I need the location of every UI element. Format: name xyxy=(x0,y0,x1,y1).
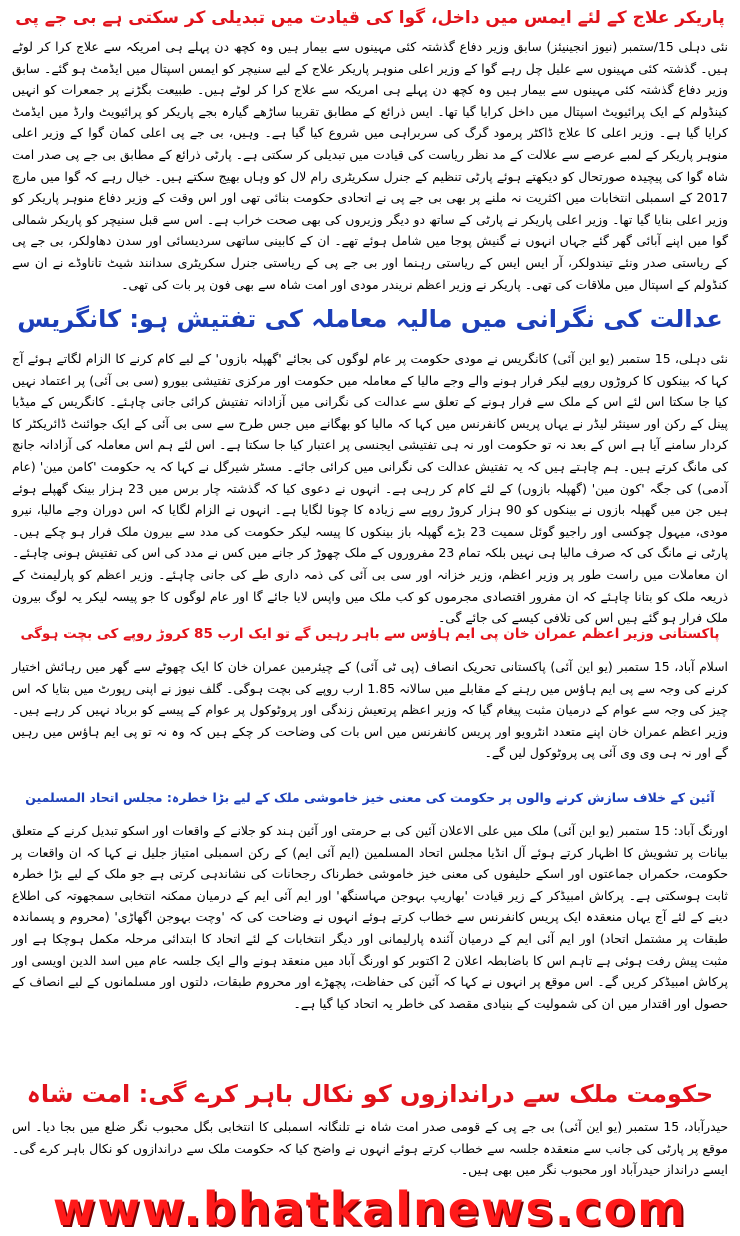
article-headline: حکومت ملک سے دراندازوں کو نکال باہر کرے گی: امت شاہ xyxy=(26,1080,714,1108)
article-body: اسلام آباد، 15 ستمبر (یو این آئی) پاکستانی تحریک انصاف (پی ٹی آئی) کے چیئرمین عمران خان کا ایک چھوٹے سے گھر میں رہائش اختیار کرنے کی وجہ سے پی ایم ہاؤس میں رہنے کے مقابلے میں سالانہ 1.85 ارب روپے کی بچت ہوگی۔ گلف نیوز نے اپنی رپورٹ میں بتایا کہ اس چیز کی وجہ سے عوام کے درمیان مثبت پیغام گیا کہ وزیر اعظم پرتعیش زندگی اور پروٹوکول پر عوام کے پیسے کو برباد نہیں کر رہے ہیں۔ وزیر اعظم عمران خان اپنے متعدد انٹرویو اور پریس کانفرنس میں اس بات کی وضاحت کر چکے ہیں کہ وہ نہ تو پی ایم ہاؤس میں رہیں گے اور نہ ہی وی وی آئی پی پروٹوکول لیں گے۔ xyxy=(12,659,728,761)
article-body: نئی دہلی، 15 ستمبر (یو این آئی) کانگریس نے مودی حکومت پر عام لوگوں کی بجائے 'گھپلہ بازوں' کے لیے کام کرنے کا الزام لگاتے ہوئے آج کہا کہ بینکوں کا کروڑوں روپے لیکر فرار ہونے والے وجے مالیا کے معاملہ میں حکومت اور مرکزی تفتیشی بیورو (سی بی آئی) پر اعتماد نہیں کیا جا سکتا اس لئے اس کے ملک سے فرار ہونے کے تعلق سے عدالت کی نگرانی میں آزادانہ تفتیش کرائی جانی چاہئے۔ کانگریس کے میڈیا پینل کے رکن اور سینئر لیڈر نے یہاں پریس کانفرنس میں کہا کہ مالیا کو بھگانے میں جس طرح سے سی بی آئی کے ایک جوائنٹ ڈائریکٹر کا کردار سامنے آیا ہے اس کے بعد نہ تو حکومت اور نہ ہی تفتیشی ایجنسی پر اعتبار کیا جا سکتا ہے۔ اس لئے ہم اس معاملہ کی آزادانہ جانچ کی مانگ کرتے ہیں۔ ہم چاہتے ہیں کہ یہ تفتیش عدالت کی نگرانی میں کرائی جائے۔ مسٹر شیرگل نے کہا کہ یہ حکومت 'کامن مین' (عام آدمی) کی جگہ 'کون مین' (گھپلہ بازوں) کے لئے کام کر رہی ہے۔ انہوں نے دعوی کیا کہ گذشتہ چار برس میں 23 ہزار بینک گھپلے ہوئے ہیں جن میں گھپلہ بازوں نے بینکوں کو 90 ہزار کروڑ روپے سے زیادہ کا چونا لگایا ہے۔ انہوں نے الزام لگایا کہ اس دوران وجے مالیا، نیرو مودی، میہول چوکسی اور راجیو گوئل سمیت 23 بڑے گھپلہ باز بینکوں کا پیسہ لیکر حکومت کی مدد سے بیرون ملک فرار ہو چکے ہیں۔ پارٹی نے مانگ کی کہ صرف مالیا ہی نہیں بلکہ تمام 23 مفروروں کے ملک چھوڑ کر جانے میں کس نے مدد کی اس کی تفتیش ہونی چاہئے۔ ان معاملات میں راست طور پر وزیر اعظم، وزیر خزانہ اور سی بی آئی کی ذمہ داری طے کی جانی چاہئے۔ وزیر اعظم کو پارلیمنٹ کے ذریعہ ملک کو بتانا چاہئے کہ ان مفرور اقتصادی مجرموں کو کب ملک میں واپس لایا جائے گا اور عام لوگوں کا جو پیسہ لیکر یہ لوگ بیرون ملک فرار ہو گئے ہیں اس کی تلافی کیسے کی جائے گی۔ xyxy=(12,351,729,626)
article-headline: پاکستانی وزیر اعظم عمران خان پی ایم ہاؤس سے باہر رہیں گے تو ایک ارب 85 کروڑ روپے کی بچت ہوگی xyxy=(20,626,720,642)
article-body: اورنگ آباد: 15 ستمبر (یو این آئی) ملک میں علی الاعلان آئین کی بے حرمتی اور آئین ہند کو جلانے کے واقعات اور اسکو تبدیل کرنے کے متعلق بیانات پر تشویش کا اظہار کرتے ہوئے آل انڈیا مجلس اتحاد المسلمین (ایم آئی ایم) کے رکن اسمبلی امتیاز جلیل نے کہا کہ ان واقعات پر حکومت، حکمراں جماعتوں اور اسکے حلیفوں کی معنی خیز خاموشی خطرناک رجحانات کی نشاندہی کرتی ہے جو ملک کے لیے بڑا خطرہ ثابت ہوسکتی ہے۔ پرکاش امبیڈکر کے زیر قیادت 'بھاریپ بہوجن مہاسنگھ' اور ایم آئی ایم کے درمیان ممکنہ انتخابی سمجھوتہ کی اطلاع دینے کے لئے آج یہاں منعقدہ ایک پریس کانفرنس سے خطاب کرتے ہوئے انہوں نے وضاحت کی کہ 'وچت بہوجن اگھاڑی' (محروم و پسماندہ طبقات پر مشتمل اتحاد) اور ایم آئی ایم کے درمیان آئندہ پارلیمانی اور دیگر انتخابات کے لئے اتحاد کا ابتدائی مرحلہ مکمل ہوچکا ہے اور مثبت پیش رفت ہوئی ہے تاہم اس کا باضابطہ اعلان 2 اکتوبر کو اورنگ آباد میں منعقد ہونے والے ایک جلسہ عام میں اسد الدین اویسی اور پرکاش امبیڈکر کریں گے۔ اس موقع پر انہوں نے کہا کہ آئین کی حفاظت، پچھڑے اور محروم طبقات، دلتوں اور مسلمانوں کے لیے انصاف کے حصول اور اقتدار میں ان کی شمولیت کے بنیادی مقصد کی خاطر یہ اتحاد کیا گیا ہے۔ xyxy=(12,823,728,1011)
article-headline: عدالت کی نگرانی میں مالیہ معاملہ کی تفتیش ہو: کانگریس xyxy=(17,305,723,333)
article-headline: آئین کے خلاف سازش کرنے والوں پر حکومت کی معنی خیز خاموشی ملک کے لیے بڑا خطرہ: مجلس اتحاد المسلمین xyxy=(25,790,715,805)
article-body: نئی دہلی 15/ستمبر (نیوز انجینیئز) سابق وزیر دفاع گذشتہ کئی مہینوں سے بیمار ہیں وہ کچھ دن پہلے ہی امریکہ سے علاج کرا کر لوٹے ہیں۔ گذشتہ کئی مہینوں سے علیل چل رہے گوا کے وزیر اعلی منوہر پاریکر علاج کے لیے سنیچر کو ایمس اسپتال میں ایڈمٹ ہو گئے۔ سابق وزیر دفاع گذشتہ کئی مہینوں سے بیمار ہیں وہ کچھ دن پہلے ہی امریکہ سے علاج کرا کر لوٹے ہیں۔ طبیعت بگڑنے پر جمعرات کو انہیں کینڈولم کے ایک پرائیویٹ اسپتال میں داخل کرایا گیا تھا۔ ایس ذرائع کے مطابق تقریبا ساڑھے گیارہ بجے پاریکر کو پرائیویٹ وارڈ میں ایڈمٹ کرایا گیا ہے۔ وزیر اعلی کا علاج ڈاکٹر پرمود گرگ کی سربراہی میں شروع کیا گیا ہے۔ وہیں، بی جے پی اعلی کمان گوا کے وزیر اعلی منوہر پاریکر کے لمبے عرصے سے علالت کے مد نظر ریاست کی قیادت میں تبدیلی کر سکتی ہے۔ پارٹی ذرائع کے مطابق بی جے پی صدر امت شاہ گوا کی پیچیدہ صورتحال کو دیکھتے ہوئے پارٹی تنظیم کے جنرل سکریٹری رام لال کو وہاں بھیج سکتے ہیں۔ خیال رہے کہ گوا میں مارچ 2017 کے اسمبلی انتخابات میں اکثریت نہ ملنے پر بھی بی جے پی نے اتحادی حکومت بنائی تھی اور اس وقت کے وزیر دفاع منوہر پاریکر کو وزیر اعلی بنایا گیا تھا۔ وزیر اعلی پاریکر نے پارٹی کے ساتھ دو دیگر وزیروں کی بھی صحت خراب ہے۔ اس سے قبل سنیچر کو پاریکر شمالی گوا میں اپنے آبائی گھر گئے جہاں انہوں نے گنیش پوجا میں شامل ہوئے تھے۔ ان کے کابینی ساتھی سردیسائی اور سدن دھاولکر، بی جے پی کے ریاستی صدر ونئے تیندولکر، آر ایس ایس کے ریاستی رہنما اور بی جے پی کے ریاستی جنرل سکریٹری سدانند شیٹ تاناوڈے نے ان سے کنڈولم کے اسپتال میں ملاقات کی تھی۔ پاریکر نے وزیر اعظم نریندر مودی اور امت شاہ سے بھی فون پر بات کی تھی۔ xyxy=(12,39,729,292)
article-parrikar-aiims xyxy=(0,0,740,292)
article-body: حیدرآباد، 15 ستمبر (یو این آئی) بی جے پی کے قومی صدر امت شاہ نے تلنگانہ اسمبلی کا انتخابی بگل محبوب نگر ضلع میں بجا دیا۔ اس موقع پر پارٹی کی جانب سے منعقدہ جلسہ سے خطاب کرتے ہوئے انہوں نے واضح کیا کہ حکومت ملک سے دراندازوں کو نکال باہر کرے گی۔ ایسے درانداز حیدرآباد اور محبوب نگر میں بھی ہیں۔ xyxy=(12,1119,728,1178)
article-imran-khan-pm-house xyxy=(0,612,740,772)
article-mallya-probe xyxy=(0,290,740,626)
site-watermark xyxy=(0,1182,740,1236)
site-url[interactable]: www.bhatkalnews.com xyxy=(52,1182,688,1236)
article-headline: پاریکر علاج کے لئے ایمس میں داخل، گوا کی قیادت میں تبدیلی کر سکتی ہے بی جے پی xyxy=(15,8,725,28)
article-constitution-mim xyxy=(0,776,740,1056)
article-amit-shah-infiltrators xyxy=(0,1072,740,1184)
